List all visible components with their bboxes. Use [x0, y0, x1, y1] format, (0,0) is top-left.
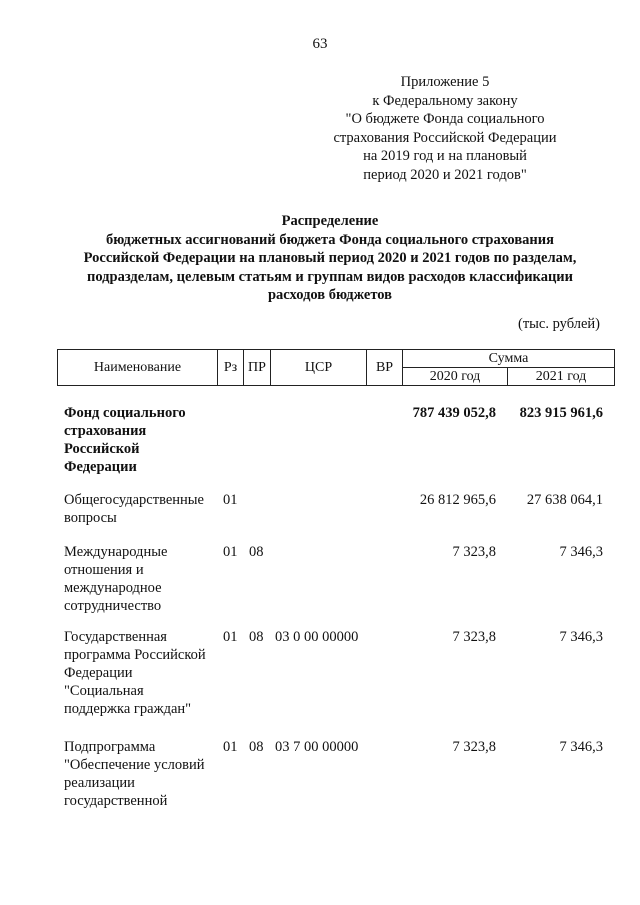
row-name-line: отношения и: [64, 562, 144, 578]
row-name-line: Федерации: [64, 459, 137, 475]
appendix-line: "О бюджете Фонда социального: [345, 111, 545, 127]
row-pr: 08: [249, 629, 264, 645]
title-line: бюджетных ассигнований бюджета Фонда социального страхования: [106, 231, 554, 248]
header-rz: Рз: [218, 350, 244, 385]
row-name: [64, 738, 224, 810]
units-label: (тыс. рублей): [518, 316, 600, 332]
row-name-line: вопросы: [64, 510, 117, 526]
title-line: Российской Федерации на плановый период 2020 и 2021 годов по разделам,: [83, 250, 577, 266]
row-name: [64, 543, 224, 615]
header-year-2021: 2021 год: [535, 368, 587, 384]
row-value-2021: 823 915 961,6: [519, 405, 603, 421]
appendix-reference: [305, 73, 585, 184]
row-name-line: страхования: [64, 423, 147, 439]
row-pr: 08: [249, 739, 264, 755]
header-sum: Сумма: [403, 350, 614, 368]
row-name-line: Общегосударственные: [64, 492, 204, 508]
row-name-line: программа Российской: [64, 647, 206, 663]
row-name: [64, 628, 224, 718]
header-vr: ВР: [367, 350, 403, 385]
appendix-line: Приложение 5: [400, 74, 490, 90]
row-rz: 01: [223, 629, 238, 645]
row-name-line: "Обеспечение условий: [64, 757, 205, 773]
row-name-line: Федерации: [64, 665, 133, 681]
row-name: [64, 404, 224, 476]
header-name: Наименование: [58, 350, 218, 385]
row-rz: 01: [223, 544, 238, 560]
header-pr: ПР: [244, 350, 271, 385]
row-value-2020: 7 323,8: [452, 739, 496, 755]
row-value-2020: 7 323,8: [452, 544, 496, 560]
appendix-line: период 2020 и 2021 годов": [363, 166, 527, 183]
row-rz: 01: [223, 492, 238, 508]
row-name-line: реализации: [64, 775, 135, 791]
row-name-line: "Социальная: [64, 683, 144, 699]
row-value-2021: 7 346,3: [559, 739, 603, 755]
table-header: [57, 349, 615, 386]
row-name-line: поддержка граждан": [64, 701, 192, 717]
row-name: [64, 491, 224, 527]
row-name-line: сотрудничество: [64, 598, 162, 614]
row-csr: 03 0 00 00000: [275, 629, 359, 645]
row-name-line: международное: [64, 580, 162, 596]
row-value-2020: 26 812 965,6: [419, 492, 496, 508]
header-year-2020: 2020 год: [403, 368, 508, 385]
header-csr: ЦСР: [271, 350, 367, 385]
appendix-line: страхования Российской Федерации: [333, 129, 557, 146]
row-value-2021: 7 346,3: [559, 629, 603, 645]
row-csr: 03 7 00 00000: [275, 739, 359, 755]
title-line: Распределение: [281, 213, 379, 229]
appendix-line: к Федеральному закону: [372, 92, 518, 109]
row-name-line: государственной: [64, 793, 168, 809]
document-title: [50, 212, 610, 305]
row-name-line: Фонд социального: [64, 405, 186, 421]
row-rz: 01: [223, 739, 238, 755]
appendix-line: на 2019 год и на плановый: [363, 148, 527, 164]
row-name-line: Государственная: [64, 629, 167, 645]
row-value-2021: 27 638 064,1: [526, 492, 603, 508]
row-pr: 08: [249, 544, 264, 560]
page-number: 63: [312, 36, 328, 52]
row-value-2020: 7 323,8: [452, 629, 496, 645]
row-name-line: Российской: [64, 441, 140, 457]
title-line: расходов бюджетов: [267, 287, 392, 303]
row-name-line: Международные: [64, 544, 168, 560]
row-value-2020: 787 439 052,8: [412, 405, 496, 421]
row-name-line: Подпрограмма: [64, 739, 156, 755]
title-line: подразделам, целевым статьям и группам видов расходов классификации: [86, 268, 574, 285]
row-value-2021: 7 346,3: [559, 544, 603, 560]
